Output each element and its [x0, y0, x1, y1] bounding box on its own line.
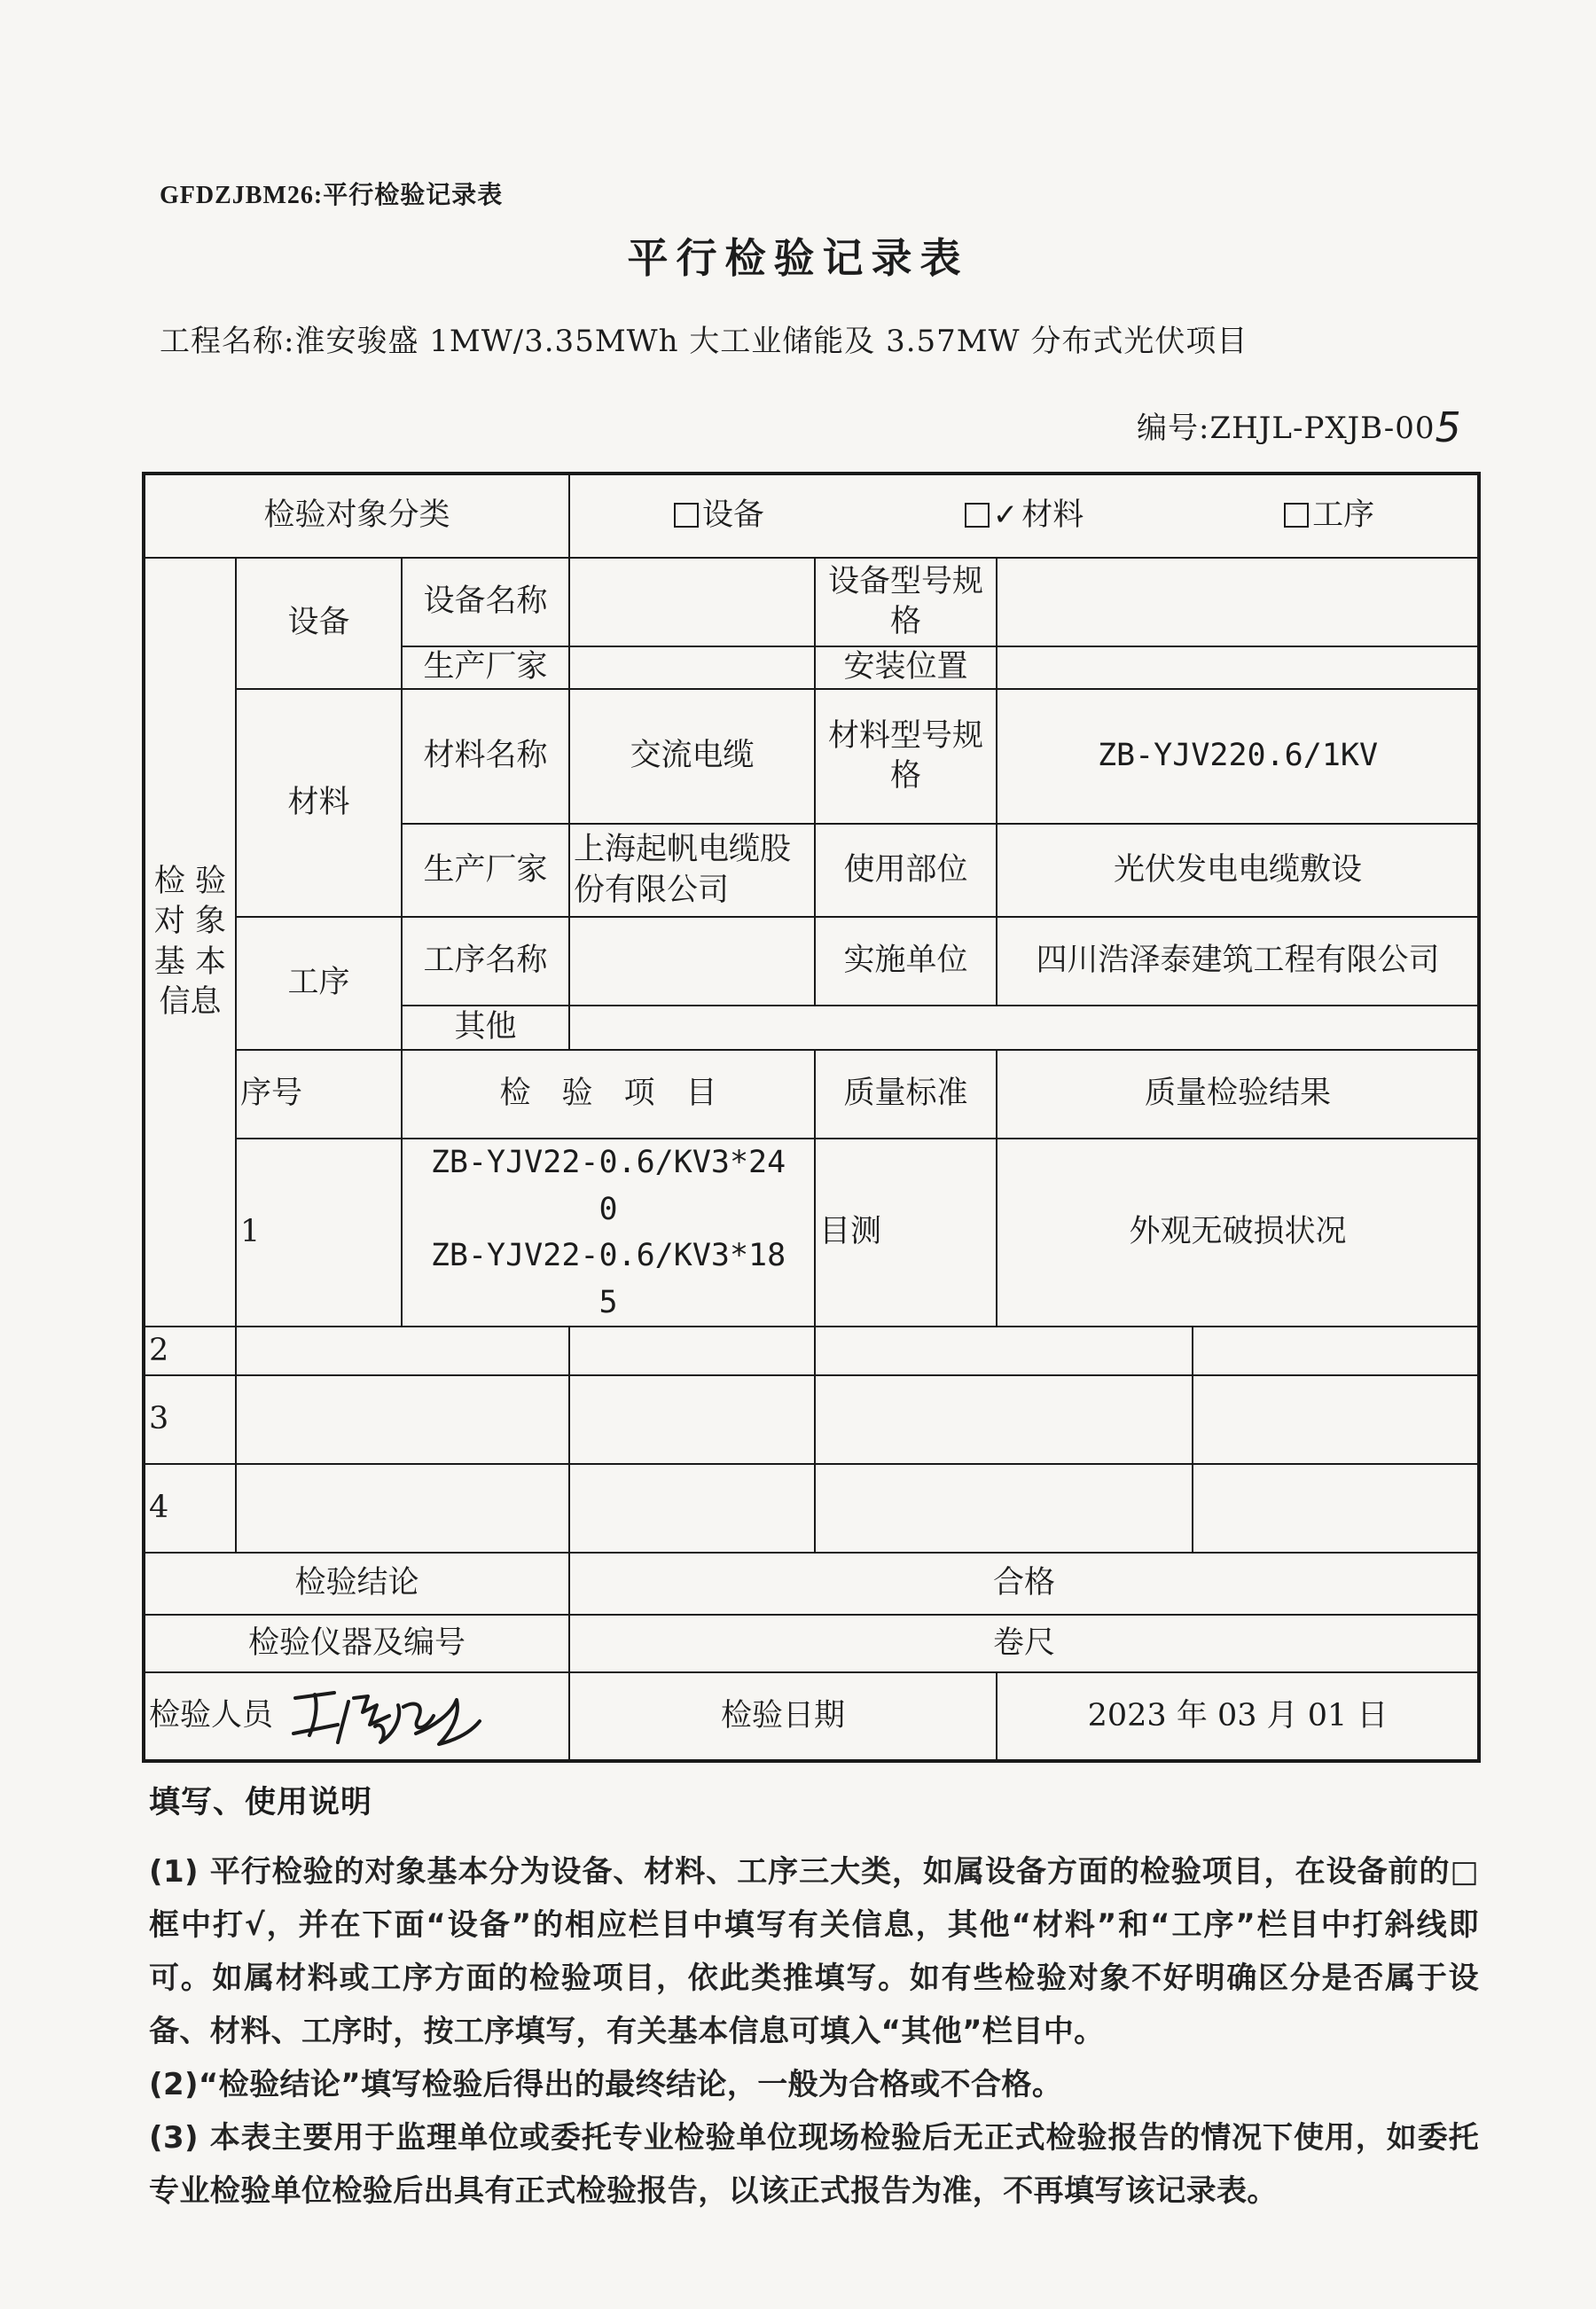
item-row — [144, 1375, 1479, 1464]
inspector-signature — [283, 1680, 487, 1753]
items-header-row — [144, 1050, 1479, 1139]
equipment-location-label: 安装位置 — [815, 646, 997, 689]
instructions-heading: 填写、使用说明 — [149, 1785, 373, 1820]
instrument-label: 检验仪器及编号 — [144, 1615, 569, 1672]
item-remark[interactable] — [1193, 1375, 1479, 1464]
material-name-value[interactable]: 交流电缆 — [569, 689, 815, 824]
date-label: 检验日期 — [569, 1672, 997, 1761]
category-row — [144, 474, 1479, 558]
material-model-label: 材料型号规格 — [815, 689, 997, 824]
inspection-form-table — [142, 472, 1481, 1763]
conclusion-label: 检验结论 — [144, 1553, 569, 1615]
material-maker-value[interactable]: 上海起帆电缆股份有限公司 — [569, 824, 815, 917]
checkmark-icon: ✓ — [992, 497, 1019, 534]
checkbox-icon — [965, 503, 990, 528]
item-standard[interactable] — [569, 1464, 815, 1553]
header-item: 检 验 项 目 — [402, 1050, 815, 1139]
instrument-value[interactable]: 卷尺 — [569, 1615, 1479, 1672]
header-standard: 质量标准 — [815, 1050, 997, 1139]
header-result: 质量检验结果 — [997, 1050, 1479, 1139]
date-value[interactable]: 2023 年 03 月 01 日 — [997, 1672, 1479, 1761]
item-content[interactable] — [236, 1375, 569, 1464]
item-row — [144, 1139, 1479, 1327]
instruction-paragraph: (1) 平行检验的对象基本分为设备、材料、工序三大类，如属设备方面的检验项目，在设备前的□框中打√，并在下面“设备”的相应栏目中填写有关信息，其他“材料”和“工序”栏目中打斜线即可。如属材料或工序方面的检验项目，依此类推填写。如有些检验对象不好明确区分是否属于设备、材料、工序时，按工序填写，有关基本信息可填入“其他”栏目中。 — [149, 1854, 1479, 2049]
checkbox-icon — [674, 503, 699, 528]
category-label: 检验对象分类 — [144, 474, 569, 558]
doc-no-value: ZHJL-PXJB-00 — [1209, 411, 1436, 446]
item-no: 1 — [236, 1139, 402, 1327]
item-no: 3 — [144, 1375, 236, 1464]
option-process[interactable]: 工序 — [1284, 496, 1374, 536]
doc-no-handwritten-digit: 5 — [1435, 403, 1462, 451]
item-standard[interactable] — [569, 1327, 815, 1375]
item-standard[interactable]: 目测 — [815, 1139, 997, 1327]
material-usage-value[interactable]: 光伏发电电缆敷设 — [997, 824, 1479, 917]
item-no: 2 — [144, 1327, 236, 1375]
material-row-1 — [144, 689, 1479, 824]
equipment-row-1 — [144, 558, 1479, 646]
equipment-location-value[interactable] — [997, 646, 1479, 689]
item-remark[interactable] — [1193, 1464, 1479, 1553]
header-no: 序号 — [236, 1050, 402, 1139]
process-row-1 — [144, 917, 1479, 1006]
item-result[interactable]: 外观无破损状况 — [997, 1139, 1479, 1327]
conclusion-row — [144, 1553, 1479, 1615]
item-row — [144, 1327, 1479, 1375]
process-unit-value[interactable]: 四川浩泽泰建筑工程有限公司 — [997, 917, 1479, 1006]
item-no: 4 — [144, 1464, 236, 1553]
project-name — [160, 317, 1248, 360]
material-usage-label: 使用部位 — [815, 824, 997, 917]
inspector-label: 检验人员 — [149, 1697, 274, 1733]
other-value[interactable] — [569, 1006, 1479, 1050]
signature-row — [144, 1672, 1479, 1761]
category-options — [569, 474, 1479, 558]
material-label: 材料 — [236, 689, 402, 917]
equipment-name-value[interactable] — [569, 558, 815, 646]
item-content[interactable] — [236, 1327, 569, 1375]
basic-info-label: 检 验 对 象 基 本 信息 — [144, 558, 236, 1327]
instruction-paragraph: (3) 本表主要用于监理单位或委托专业检验单位现场检验后无正式检验报告的情况下使用，如委托专业检验单位检验后出具有正式检验报告，以该正式报告为准，不再填写该记录表。 — [149, 2120, 1479, 2209]
process-name-value[interactable] — [569, 917, 815, 1006]
item-content[interactable] — [236, 1464, 569, 1553]
document-number — [1137, 403, 1462, 451]
option-material[interactable]: ✓ 材料 — [965, 496, 1084, 536]
material-model-value[interactable]: ZB-YJV220.6/1KV — [997, 689, 1479, 824]
other-label: 其他 — [402, 1006, 569, 1050]
inspector-cell — [144, 1672, 569, 1761]
item-result[interactable] — [815, 1464, 1193, 1553]
material-maker-label: 生产厂家 — [402, 824, 569, 917]
equipment-label: 设备 — [236, 558, 402, 689]
equipment-name-label: 设备名称 — [402, 558, 569, 646]
process-unit-label: 实施单位 — [815, 917, 997, 1006]
project-value: 淮安骏盛 1MW/3.35MWh 大工业储能及 3.57MW 分布式光伏项目 — [294, 324, 1248, 359]
instrument-row — [144, 1615, 1479, 1672]
instruction-paragraph: (2)“检验结论”填写检验后得出的最终结论，一般为合格或不合格。 — [149, 2067, 1063, 2102]
item-result[interactable] — [815, 1327, 1193, 1375]
material-name-label: 材料名称 — [402, 689, 569, 824]
item-remark[interactable] — [1193, 1327, 1479, 1375]
doc-no-label: 编号: — [1137, 411, 1210, 446]
equipment-model-label: 设备型号规格 — [815, 558, 997, 646]
equipment-maker-label: 生产厂家 — [402, 646, 569, 689]
project-label: 工程名称: — [160, 324, 295, 359]
conclusion-value[interactable]: 合格 — [569, 1553, 1479, 1615]
form-code: GFDZJBM26:平行检验记录表 — [160, 182, 504, 209]
document-title: 平行检验记录表 — [627, 234, 969, 282]
checkbox-icon — [1284, 503, 1309, 528]
equipment-maker-value[interactable] — [569, 646, 815, 689]
instructions-section — [149, 1778, 1479, 2218]
item-result[interactable] — [815, 1375, 1193, 1464]
process-label: 工序 — [236, 917, 402, 1050]
item-standard[interactable] — [569, 1375, 815, 1464]
item-content[interactable]: ZB-YJV22-0.6/KV3*24 0 ZB-YJV22-0.6/KV3*18 5 — [402, 1139, 815, 1327]
item-row — [144, 1464, 1479, 1553]
process-name-label: 工序名称 — [402, 917, 569, 1006]
equipment-model-value[interactable] — [997, 558, 1479, 646]
option-equipment[interactable]: 设备 — [674, 496, 764, 536]
